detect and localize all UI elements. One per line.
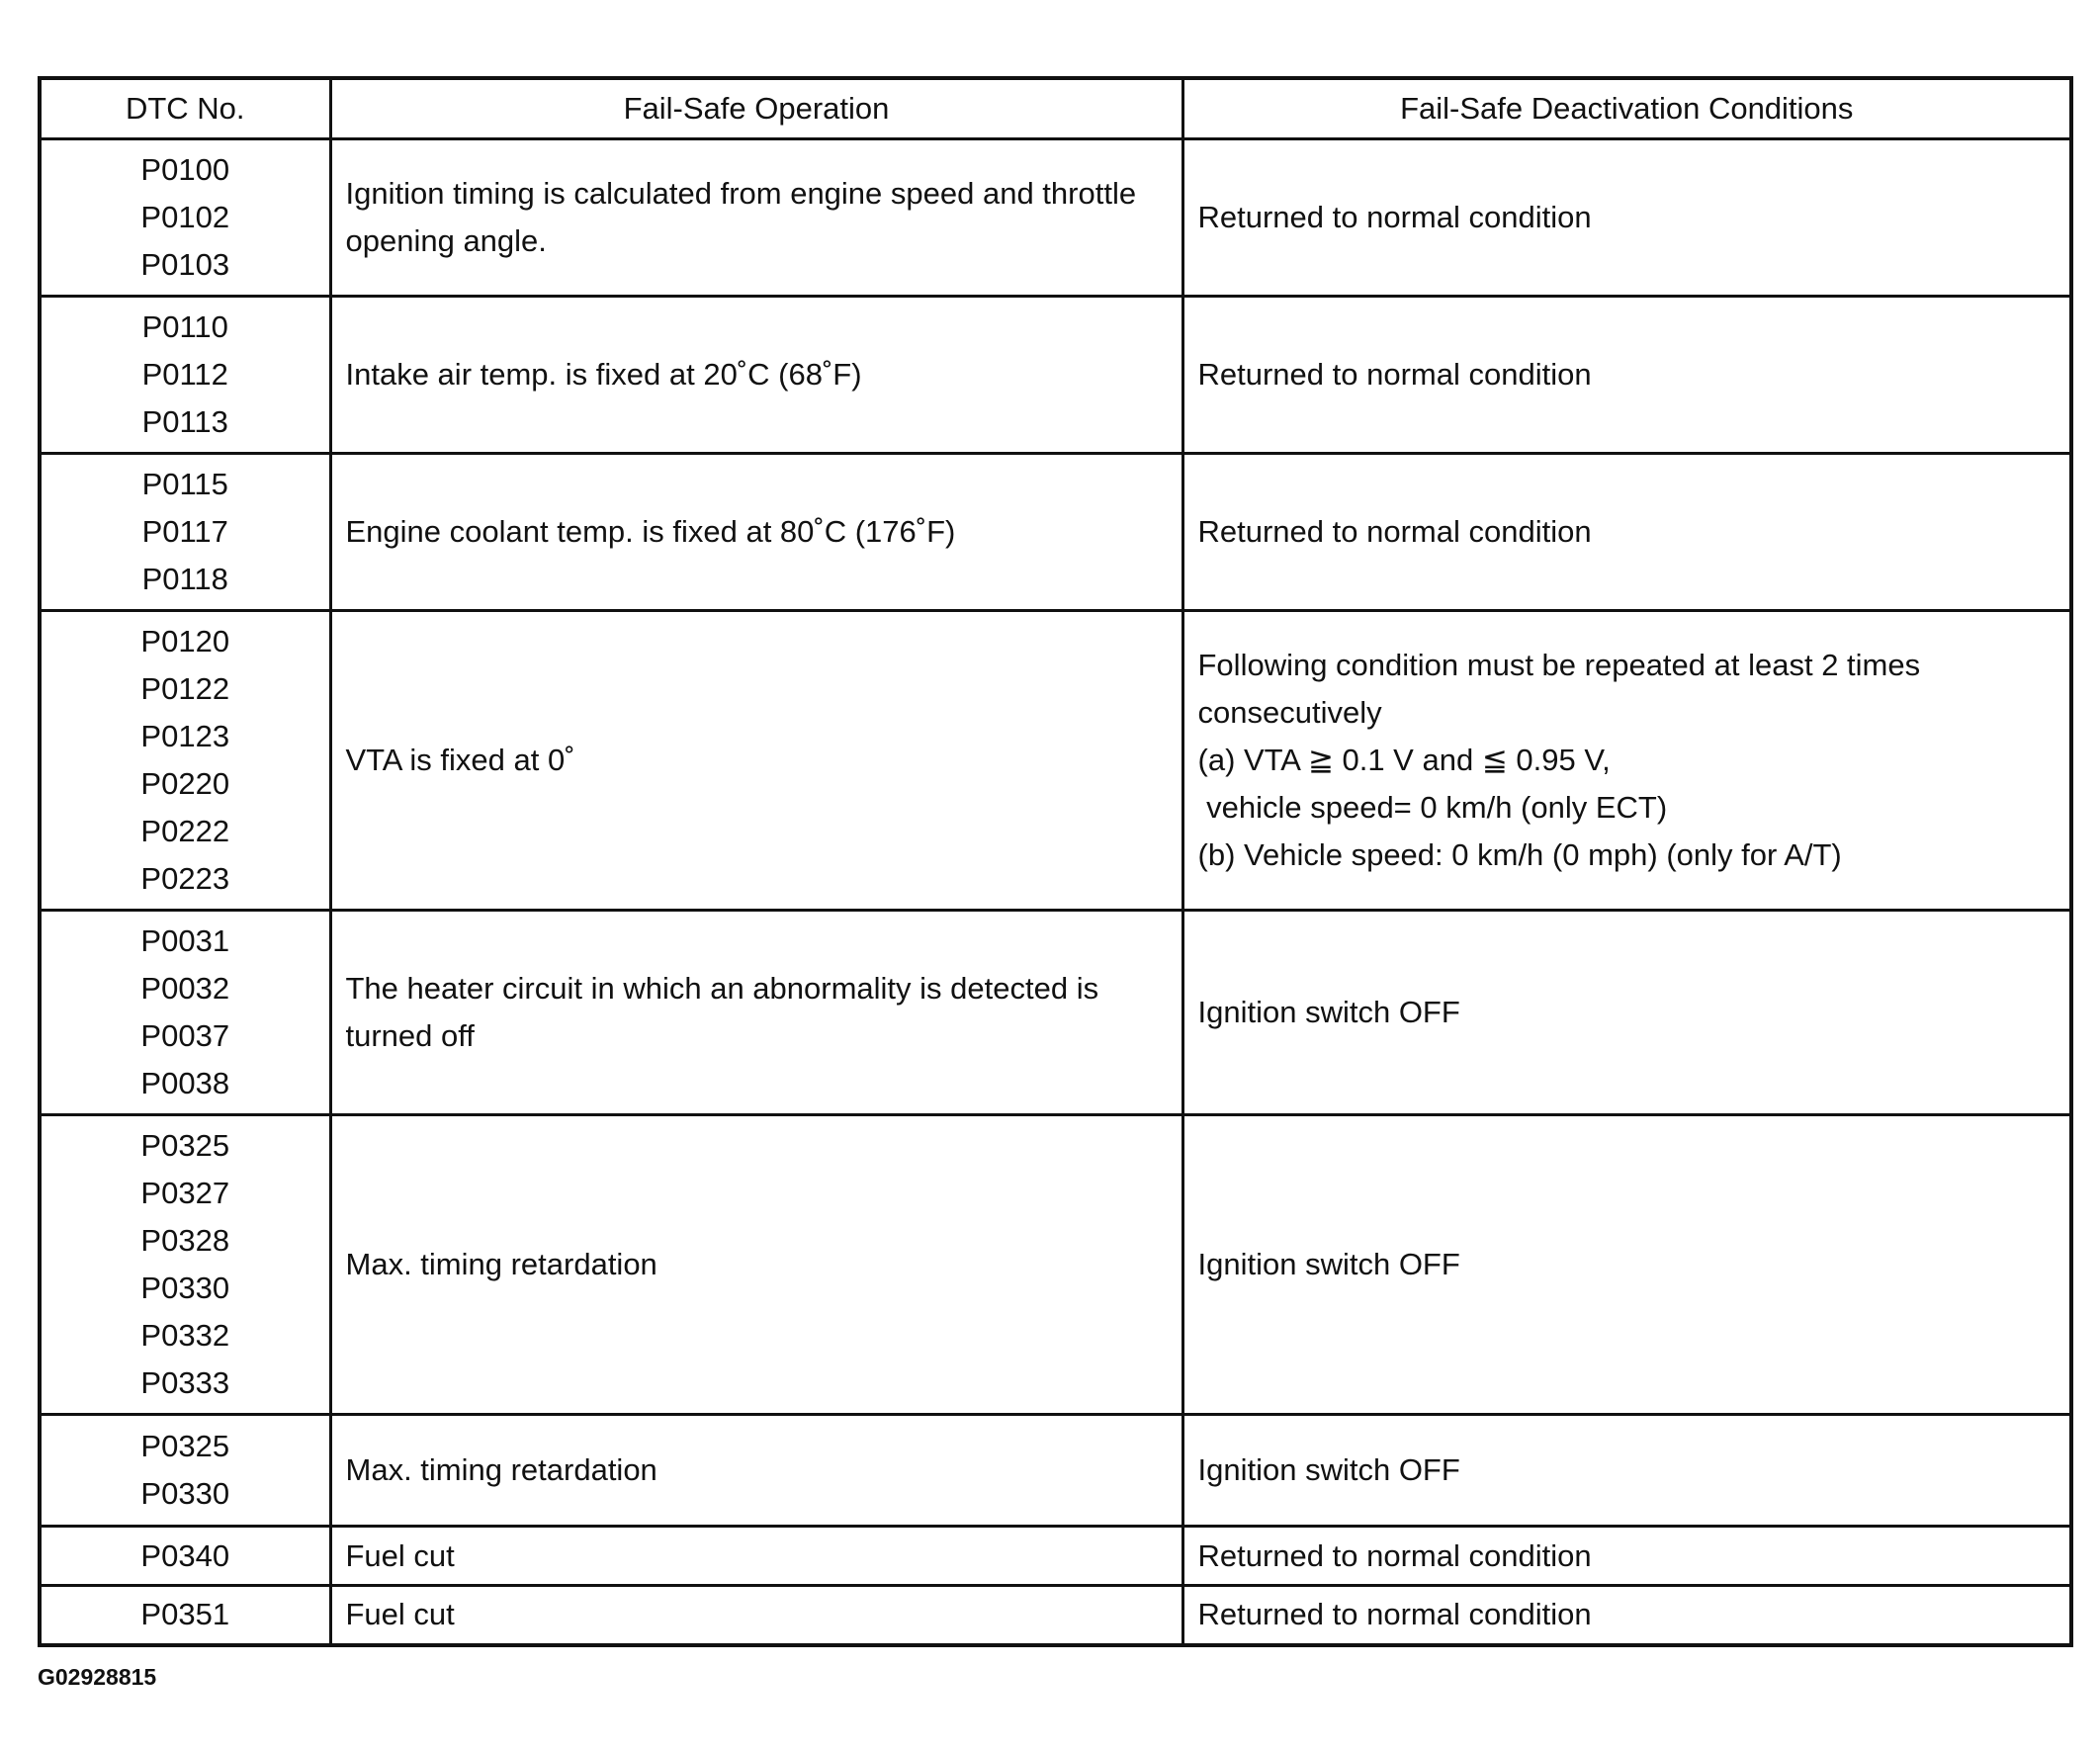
deactivation-cell [1182,1415,2071,1527]
dtc-codes-cell [40,1415,330,1527]
fail-safe-table [38,76,2073,1647]
dtc-code: P0100 [140,152,230,187]
header-deactivation-conditions: Fail-Safe Deactivation Conditions [1182,78,2071,139]
table-row [40,297,2071,454]
dtc-code: P0327 [140,1176,230,1210]
operation-cell [330,611,1182,911]
operation-text: opening angle. [345,223,547,258]
operation-text: Fuel cut [345,1597,455,1632]
dtc-code: P0332 [140,1318,230,1353]
operation-text: Engine coolant temp. is fixed at 80˚C (176˚F) [345,514,956,549]
figure-id: G02928815 [38,1664,157,1690]
operation-text: The heater circuit in which an abnormality is detected is [345,971,1099,1006]
operation-text: VTA is fixed at 0˚ [345,743,575,777]
table-row [40,1415,2071,1527]
deactivation-text: (b) Vehicle speed: 0 km/h (0 mph) (only for A/T) [1197,837,1842,872]
operation-text: Max. timing retardation [345,1452,657,1487]
deactivation-text: Ignition switch OFF [1197,1452,1460,1487]
deactivation-cell [1182,1115,2071,1415]
dtc-code: P0330 [140,1271,230,1305]
dtc-code: P0120 [140,624,230,658]
deactivation-text: vehicle speed= 0 km/h (only ECT) [1197,790,1668,825]
deactivation-text: Returned to normal condition [1197,1537,1592,1573]
deactivation-text: Returned to normal condition [1197,514,1592,549]
dtc-code: P0222 [140,814,230,848]
dtc-code: P0325 [140,1128,230,1163]
dtc-code: P0037 [140,1018,230,1053]
table-row [40,611,2071,911]
dtc-codes-cell [40,139,330,297]
operation-text: Max. timing retardation [345,1247,657,1281]
deactivation-text: Following condition must be repeated at least 2 times [1197,648,1921,682]
deactivation-cell [1182,454,2071,611]
dtc-code: P0325 [140,1429,230,1463]
dtc-code: P0340 [140,1537,230,1573]
operation-text: Ignition timing is calculated from engine speed and throttle [345,176,1137,211]
deactivation-text: Returned to normal condition [1197,1597,1592,1632]
dtc-code: P0118 [141,562,228,596]
dtc-code: P0031 [140,923,230,958]
operation-cell [330,454,1182,611]
deactivation-text: Ignition switch OFF [1197,995,1460,1029]
deactivation-cell [1182,1586,2071,1645]
table-row [40,1527,2071,1586]
dtc-code: P0330 [140,1476,230,1511]
operation-cell [330,1115,1182,1415]
dtc-code: P0123 [140,719,230,753]
deactivation-text: Returned to normal condition [1197,200,1592,234]
operation-cell [330,1586,1182,1645]
deactivation-text: Returned to normal condition [1197,357,1592,392]
table-row [40,1115,2071,1415]
dtc-code: P0351 [140,1597,230,1632]
deactivation-cell [1182,611,2071,911]
dtc-code: P0220 [140,766,230,801]
header-dtc-no: DTC No. [40,78,330,139]
dtc-code: P0117 [141,514,228,549]
deactivation-text: Ignition switch OFF [1197,1247,1460,1281]
dtc-code: P0113 [141,404,228,439]
dtc-codes-cell [40,911,330,1115]
dtc-code: P0122 [140,671,230,706]
dtc-code: P0032 [140,971,230,1006]
dtc-code: P0038 [140,1066,230,1100]
header-fail-safe-operation: Fail-Safe Operation [330,78,1182,139]
dtc-code: P0333 [140,1365,230,1400]
operation-cell [330,139,1182,297]
dtc-codes-cell [40,1115,330,1415]
deactivation-cell [1182,911,2071,1115]
dtc-codes-cell [40,297,330,454]
dtc-code: P0103 [140,247,230,282]
deactivation-text: (a) VTA ≧ 0.1 V and ≦ 0.95 V, [1197,743,1611,777]
operation-cell [330,297,1182,454]
table-row [40,454,2071,611]
dtc-code: P0223 [140,861,230,896]
deactivation-cell [1182,139,2071,297]
dtc-codes-cell [40,1586,330,1645]
dtc-code: P0115 [141,467,228,501]
table-row [40,911,2071,1115]
dtc-code: P0328 [140,1223,230,1258]
operation-text: Intake air temp. is fixed at 20˚C (68˚F) [345,357,862,392]
table-row [40,139,2071,297]
dtc-codes-cell [40,1527,330,1586]
dtc-codes-cell [40,454,330,611]
dtc-code: P0102 [140,200,230,234]
dtc-code: P0112 [141,357,228,392]
table-row [40,1586,2071,1645]
operation-cell [330,911,1182,1115]
operation-text: turned off [345,1018,475,1053]
operation-text: Fuel cut [345,1537,455,1573]
dtc-code: P0110 [141,309,228,344]
operation-cell [330,1527,1182,1586]
dtc-codes-cell [40,611,330,911]
deactivation-text: consecutively [1197,695,1382,730]
deactivation-cell [1182,1527,2071,1586]
table-header-row [40,78,2071,139]
operation-cell [330,1415,1182,1527]
deactivation-cell [1182,297,2071,454]
